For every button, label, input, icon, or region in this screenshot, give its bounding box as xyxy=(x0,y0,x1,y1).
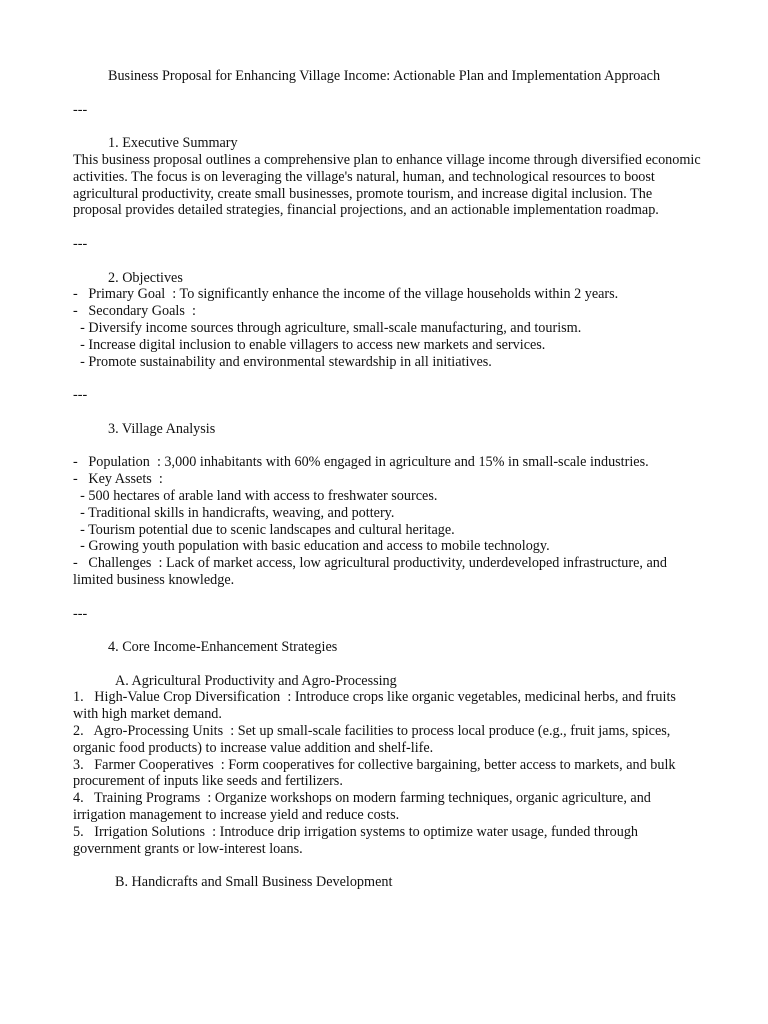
objective-line: - Increase digital inclusion to enable villagers to access new markets and services. xyxy=(73,336,546,353)
objective-line: - Promote sustainability and environmental stewardship in all initiatives. xyxy=(73,353,492,370)
strategy-item: 2. Agro-Processing Units : Set up small-scale facilities to process local produce (e.g., fruit jams, spices, organic food products) to increase value addition and shelf-life. xyxy=(73,723,674,756)
analysis-line: - Challenges : Lack of market access, low agricultural productivity, underdeveloped infrastructure, and limited business knowledge. xyxy=(73,555,671,588)
subsection-heading-agriculture: A. Agricultural Productivity and Agro-Processing xyxy=(115,672,397,689)
analysis-line: - 500 hectares of arable land with access to freshwater sources. xyxy=(73,487,438,504)
analysis-line: - Population : 3,000 inhabitants with 60% engaged in agriculture and 15% in small-scale industries. xyxy=(73,454,649,471)
separator: --- xyxy=(73,235,88,252)
objective-line: - Diversify income sources through agriculture, small-scale manufacturing, and tourism. xyxy=(73,319,582,336)
section-heading-village-analysis: 3. Village Analysis xyxy=(108,420,216,437)
separator: --- xyxy=(73,605,88,622)
analysis-line: - Traditional skills in handicrafts, weaving, and pottery. xyxy=(73,504,395,521)
separator: --- xyxy=(73,101,88,118)
strategy-item: 5. Irrigation Solutions : Introduce drip irrigation systems to optimize water usage, funded through government grants or low-interest loans. xyxy=(73,823,642,857)
objective-line: - Secondary Goals : xyxy=(73,303,196,320)
strategy-item: 4. Training Programs : Organize workshops on modern farming techniques, organic agriculture, and irrigation management to increase yield and reduce costs. xyxy=(73,790,655,824)
document-body xyxy=(73,68,703,891)
subsection-heading-handicrafts: B. Handicrafts and Small Business Development xyxy=(115,874,393,891)
objective-line: - Primary Goal : To significantly enhance the income of the village households within 2 years. xyxy=(73,286,619,303)
section-heading-objectives: 2. Objectives xyxy=(108,269,183,286)
analysis-line: - Tourism potential due to scenic landscapes and cultural heritage. xyxy=(73,521,455,538)
separator: --- xyxy=(73,387,88,404)
analysis-line: - Growing youth population with basic education and access to mobile technology. xyxy=(73,538,550,555)
analysis-line: - Key Assets : xyxy=(73,471,163,488)
section-heading-core-strategies: 4. Core Income-Enhancement Strategies xyxy=(108,639,338,656)
document-title: Business Proposal for Enhancing Village Income: Actionable Plan and Implementation Approach xyxy=(108,68,661,84)
strategy-item: 3. Farmer Cooperatives : Form cooperatives for collective bargaining, better access to markets, and bulk procurement of inputs like seeds and fertilizers. xyxy=(73,756,680,790)
section-heading-executive-summary: 1. Executive Summary xyxy=(108,135,238,152)
executive-summary-text: This business proposal outlines a comprehensive plan to enhance village income through diversified economic activities. The focus is on leveraging the village's natural, human, and technological resources to boost agricultural productivity, create small businesses, promote tourism, and increase digital inclusion. The proposal provides detailed strategies, financial projections, and an actionable implementation roadmap. xyxy=(73,151,701,219)
strategy-item: 1. High-Value Crop Diversification : Introduce crops like organic vegetables, medicinal herbs, and fruits with high market demand. xyxy=(73,689,680,723)
